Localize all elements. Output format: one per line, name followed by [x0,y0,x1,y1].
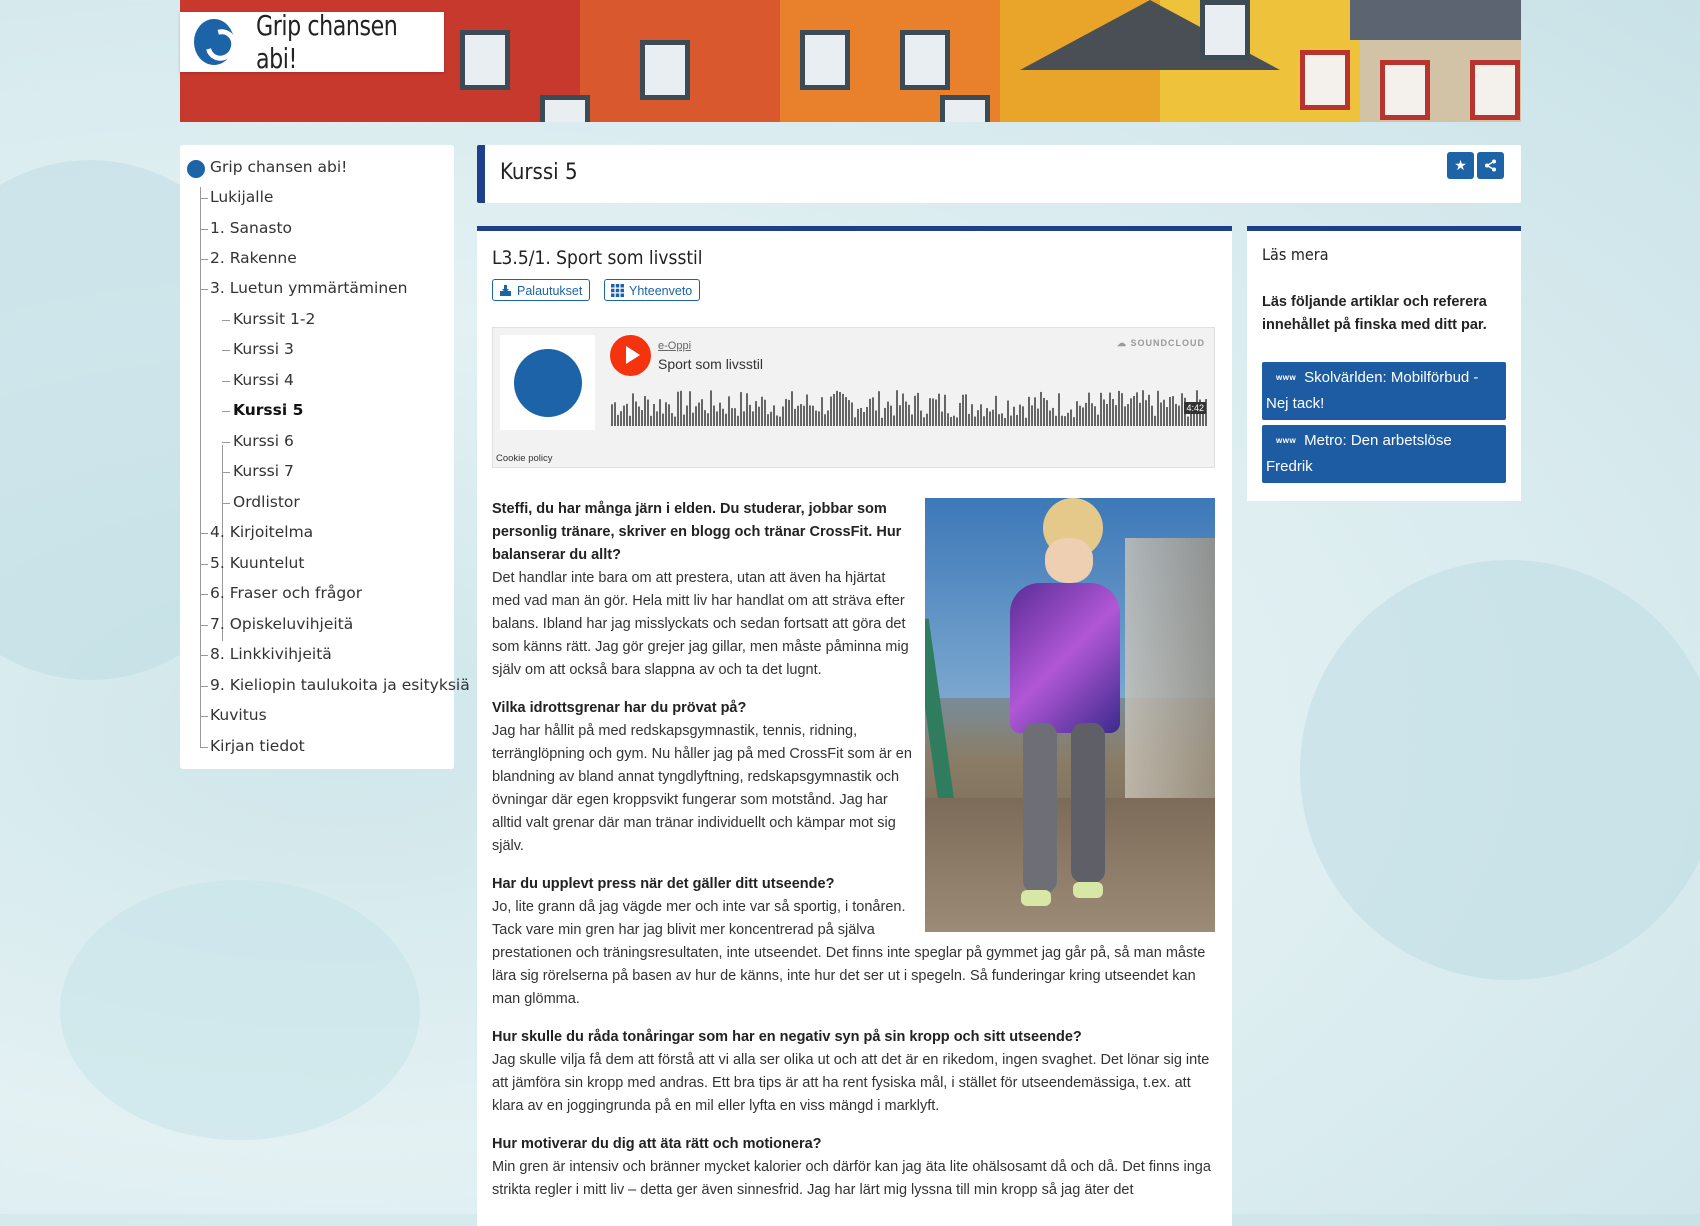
waveform-bar [884,408,886,426]
favorite-button[interactable] [1447,152,1474,179]
waveform-bar [629,416,631,426]
cloud-icon: ☁ [1116,338,1131,348]
waveform-bar [806,395,808,426]
waveform-bar [815,411,817,426]
link-metro[interactable] [1262,425,1506,483]
waveform-bar [632,393,634,426]
waveform-bar [1145,400,1147,426]
site-title: Grip chansen abi! [256,9,398,75]
waveform-bar [842,394,844,426]
waveform-bar [944,395,946,426]
waveform-bar [914,396,916,426]
waveform-bar [932,398,934,426]
waveform-bar [710,390,712,426]
waveform-bar [1031,405,1033,426]
article-paragraph [492,1026,1215,1118]
sidebar-item-ordlistor[interactable]: Ordlistor [233,493,300,511]
article-answer: Jo, lite grann då jag vägde mer och inte var så sportig, i tonåren. Tack vare min gren har jag blivit mer koncentrerad på själva prestationen och träningsresultaten, inte utseendet. Det finns inte speglar på gymmet jag går på, så man måste lära sig rörelserna på basen av hur de känns, inte hur det ser ut i spegeln. Så funderingar kring utseendet kan man glömma. [492,899,1206,1007]
waveform-bar [1202,414,1204,426]
sidebar-item-kirjoitelma[interactable]: 4. Kirjoitelma [210,523,314,541]
sidebar-item-rakenne[interactable]: 2. Rakenne [210,249,297,267]
sidebar-item-kurssi-6[interactable]: Kurssi 6 [233,432,294,450]
waveform-bar [662,414,664,426]
waveform-bar [992,410,994,426]
waveform-bar [1151,406,1153,426]
waveform-bar [1136,392,1138,426]
waveform-bar [656,411,658,426]
waveform-bar [848,400,850,426]
soundcloud-brand: SOUNDCLOUD [1130,338,1205,348]
background-shape [1300,560,1700,980]
waveform-bar [671,413,673,426]
sidebar-item-kirjan-tiedot[interactable]: Kirjan tiedot [210,737,305,755]
waveform-bar [776,415,778,426]
waveform-bar [1055,416,1057,426]
waveform-bar [947,413,949,426]
waveform-bar [890,406,892,426]
share-button[interactable] [1477,152,1504,179]
waveform-bar [611,404,613,426]
waveform-bar [638,406,640,426]
waveform-bar [1037,409,1039,426]
waveform-bar [722,409,724,426]
link-label: Metro: Den arbetslöse Fredrik [1266,432,1452,476]
waveform-bar [911,414,913,426]
waveform-bar [1010,416,1012,426]
waveform-bar [740,392,742,426]
logo-icon [194,19,234,65]
page-title: Kurssi 5 [500,160,578,185]
waveform-bar [1052,408,1054,426]
waveform-bar [683,415,685,426]
waveform-bar [956,417,958,426]
waveform-bar [767,414,769,426]
sidebar-item-lukijalle[interactable]: Lukijalle [210,188,274,206]
waveform-bar [1034,397,1036,426]
article-paragraph [492,1133,1215,1202]
waveform-bar [713,406,715,426]
sidebar-nav [180,145,470,769]
waveform-bar [869,399,871,426]
waveform-bar [851,402,853,426]
waveform-bar [866,407,868,426]
sidebar-item-kurssit-1-2[interactable]: Kurssit 1-2 [233,310,316,328]
waveform-bar [749,405,751,426]
waveform-bar [902,394,904,426]
article-question: Hur skulle du råda tonåringar som har en negativ syn på sin kropp och sitt utseende? [492,1029,1082,1045]
cookie-policy-link[interactable]: Cookie policy [496,453,553,464]
waveform-bar [1076,401,1078,426]
sidebar-item-kuuntelut[interactable]: 5. Kuuntelut [210,554,305,572]
waveform-bar [761,397,763,426]
feedback-button[interactable] [492,279,590,301]
waveform-bar [1154,416,1156,426]
waveform-bar [974,417,976,426]
waveform-bar [785,399,787,426]
waveform-bar [953,416,955,426]
waveform-bar [788,400,790,426]
waveform-bar [938,394,940,426]
sidebar-item-sanasto[interactable]: 1. Sanasto [210,219,293,237]
waveform-bar [971,404,973,426]
waveform-bar [617,415,619,426]
share-icon [1484,159,1497,172]
sidebar-item-kurssi-7[interactable]: Kurssi 7 [233,462,294,480]
track-title[interactable]: Sport som livsstil [658,356,764,372]
waveform-bar [977,410,979,426]
track-artwork [500,335,595,430]
waveform-bar [623,406,625,426]
sidebar-item-linkkivihjeita[interactable]: 8. Linkkivihjeitä [210,645,332,663]
waveform-bar [854,417,856,426]
waveform-bar [1022,406,1024,426]
waveform-bar [809,405,811,426]
waveform-bar [1043,398,1045,426]
site-logo[interactable] [180,9,444,75]
waveform-bar [734,408,736,426]
waveform-bar [668,404,670,426]
waveform-bar [1178,406,1180,426]
article-card [477,226,1232,1226]
waveform-bar [1139,403,1141,426]
article-question: Har du upplevt press när det gäller ditt utseende? [492,876,835,892]
article-answer: Jag skulle vilja få dem att förstå att vi alla ser olika ut och att det är en rikedom, ingen svaghet. Det lönar sig inte att jämföra sin kropp med andras. Ett bra tips är att ha rent fysiska mål, i stället för utseendemässiga, t.ex. att klara av en joggingrunda på en mil eller lyfta en viss mängd i marklyft. [492,1052,1210,1114]
waveform-bar [758,407,760,426]
read-more-title: Läs mera [1262,245,1329,264]
sidebar-item-luetun[interactable]: 3. Luetun ymmärtäminen [210,279,408,297]
waveform-bar [794,409,796,426]
waveform-bar [626,404,628,426]
waveform-bar [872,397,874,426]
waveform-bar [680,391,682,426]
feedback-label: Palautukset [517,284,583,298]
waveform-bar [1079,406,1081,426]
waveform-bar [698,403,700,426]
article-answer: Jag har hållit på med redskapsgymnastik, tennis, ridning, terränglöpning och gym. Nu håller jag på med CrossFit som är en blandning av bland annat tyngdlyftning, redskapsgymnastik och övningar där egen kroppsvikt fungerar som motstånd. Jag har alltid valt grenar där man tränar individuellt och kämpar mot sig själv. [492,723,912,854]
read-more-card [1247,226,1521,501]
waveform-bar [1097,415,1099,426]
waveform-bar [1049,410,1051,426]
waveform-bar [779,417,781,426]
waveform-bar [893,415,895,426]
waveform-bar [1166,407,1168,426]
waveform-bar [1001,413,1003,426]
article-answer: Min gren är intensiv och bränner mycket kalorier och därför kan jag äta lite ohälsosamt då och då. Det finns inga strikta regler i mitt liv – detta ger även sinnesfrid. Jag har lärt mig lyssna till min kropp så jag äter det [492,1159,1211,1198]
waveform-bar [614,402,616,426]
waveform-bar [1070,409,1072,426]
waveform-bar [1160,402,1162,426]
waveform-bar [836,391,838,426]
waveform-bar [695,406,697,426]
article-body [492,498,1215,1217]
sidebar-item-kurssi-4[interactable]: Kurssi 4 [233,371,294,389]
waveform-bar [1133,396,1135,426]
waveform-bar [731,408,733,426]
waveform-bar [1067,413,1069,426]
sidebar-item-kurssi-3[interactable]: Kurssi 3 [233,340,294,358]
waveform-bar [908,405,910,426]
waveform-bar [986,408,988,426]
waveform-bar [1121,393,1123,426]
waveform-bar [1085,403,1087,426]
sidebar-item-home[interactable]: Grip chansen abi! [210,158,348,176]
summary-label: Yhteenveto [629,284,693,298]
waveform-bar [923,417,925,426]
waveform-bar [1028,397,1030,426]
waveform-bar [1187,417,1189,426]
waveform-bar [983,416,985,426]
waveform-bar [887,402,889,426]
waveform-bar [1175,404,1177,426]
waveform-bar [980,404,982,426]
waveform-bar [1127,404,1129,426]
waveform-bar [950,417,952,426]
waveform-bar [716,411,718,426]
waveform-bar [797,406,799,426]
waveform-bar [875,411,877,426]
waveform-bar [686,406,688,426]
waveform-bar [1088,393,1090,426]
waveform-bar [719,403,721,426]
waveform-bar [905,402,907,426]
waveform-bar [935,400,937,426]
waveform-bar [920,411,922,426]
waveform-bar [1025,418,1027,426]
sidebar-item-fraser[interactable]: 6. Fraser och frågor [210,584,363,602]
waveform-bar [1106,404,1108,426]
waveform-bar [995,396,997,426]
logo-icon [187,160,205,178]
waveform-bar [1157,391,1159,426]
track-user-link[interactable]: e-Oppi [658,340,692,352]
waveform-bar [737,416,739,426]
waveform-bar [1046,400,1048,426]
article-question: Vilka idrottsgrenar har du prövat på? [492,700,747,716]
waveform-bar [1109,393,1111,426]
waveform-bar [1094,406,1096,426]
waveform-bar [821,397,823,426]
waveform-bar [803,406,805,426]
waveform-bar [650,416,652,426]
waveform-bar [635,401,637,426]
waveform-bar [1172,396,1174,426]
waveform-bar [818,411,820,426]
waveform-bar [962,395,964,426]
waveform-bar [800,404,802,426]
waveform-bar [755,401,757,426]
waveform-bar [1061,416,1063,426]
waveform-bar [1073,417,1075,426]
waveform-bar [989,412,991,426]
waveform-bar [1181,393,1183,426]
waveform-bar [620,411,622,426]
waveform-bar [959,403,961,426]
waveform-bar [998,414,1000,426]
waveform-bar [827,410,829,426]
waveform-bar [725,414,727,426]
sidebar-item-kuvitus[interactable]: Kuvitus [210,706,267,724]
article-title: L3.5/1. Sport som livsstil [492,247,703,269]
inbox-icon [499,284,512,297]
soundcloud-player [492,327,1215,468]
waveform-bar [1004,418,1006,426]
article-question: Steffi, du har många järn i elden. Du studerar, jobbar som personlig tränare, skriver en blogg och tränar CrossFit. Hur balanserar du allt? [492,501,902,563]
waveform-bar [1100,393,1102,426]
waveform-bar [917,393,919,426]
waveform-bar [746,393,748,426]
waveform-bar [1169,397,1171,426]
waveform-bar [641,410,643,426]
waveform-bar [764,400,766,426]
waveform-bar [659,399,661,426]
waveform-bar [1064,416,1066,426]
play-button[interactable] [610,335,651,376]
summary-button[interactable] [604,279,700,301]
waveform-bar [899,405,901,426]
waveform-bar [1115,405,1117,426]
article-answer: Det handlar inte bara om att prestera, utan att även ha hjärtat med vad man än gör. Hela mitt liv har handlat om att sträva efter balans. Ibland har jag misslyckats och sedan fortsatt att göra det som känns rätt. Jag gör grejer jag gillar, men måste påminna mig själv om att också bara slappna av och ta det lugnt. [492,570,909,678]
waveform-bar [1163,400,1165,426]
waveform-bar [857,409,859,426]
read-more-intro: Läs följande artiklar och referera innehållet på finska med ditt par. [1262,294,1487,333]
waveform-bar [674,417,676,426]
star-icon: ★ [1454,157,1467,173]
waveform-bar [833,394,835,426]
waveform-bar [965,394,967,426]
article-photo [925,498,1215,932]
waveform-bar [1118,391,1120,426]
waveform-bar [677,392,679,426]
waveform-bar [1091,403,1093,426]
waveform-bar [1058,393,1060,426]
sidebar-item-opiskeluvihjeita[interactable]: 7. Opiskeluvihjeitä [210,615,354,633]
waveform-bar [881,418,883,426]
waveform-bar [770,412,772,426]
waveform[interactable] [611,388,1207,426]
waveform-bar [941,412,943,426]
waveform-bar [839,392,841,426]
background-shape [60,880,420,1140]
waveform-bar [1019,405,1021,426]
sidebar-item-kielioppi[interactable]: 9. Kieliopin taulukoita ja esityksiä [210,676,470,694]
waveform-bar [968,414,970,426]
www-icon: www [1276,436,1297,446]
waveform-bar [845,397,847,426]
waveform-bar [743,411,745,426]
waveform-bar [926,414,928,426]
soundcloud-logo[interactable] [1117,338,1205,349]
waveform-bar [647,400,649,426]
waveform-bar [1040,392,1042,426]
grid-icon [611,284,624,297]
waveform-bar [812,406,814,426]
waveform-bar [878,391,880,426]
waveform-bar [863,412,865,426]
waveform-bar [896,390,898,426]
waveform-bar [860,408,862,426]
waveform-bar [1142,390,1144,426]
waveform-bar [728,396,730,426]
waveform-bar [704,410,706,426]
waveform-bar [653,404,655,426]
article-question: Hur motiverar du dig att äta rätt och motionera? [492,1136,822,1152]
waveform-bar [1082,407,1084,426]
waveform-bar [1013,407,1015,426]
waveform-bar [689,391,691,426]
waveform-bar [1103,399,1105,426]
link-label: Skolvärlden: Mobilförbud - Nej tack! [1266,369,1479,413]
page-header [477,145,1521,203]
waveform-bar [791,391,793,426]
waveform-bar [665,402,667,426]
waveform-bar [824,414,826,426]
track-duration: 4:42 [1186,403,1204,413]
waveform-bar [692,413,694,426]
waveform-bar [1124,406,1126,426]
waveform-bar [707,413,709,426]
www-icon: www [1276,373,1297,383]
waveform-bar [929,398,931,426]
waveform-bar [752,411,754,426]
waveform-bar [701,399,703,426]
waveform-bar [1130,398,1132,426]
waveform-bar [644,396,646,426]
link-skolvarlden[interactable] [1262,362,1506,420]
sidebar-item-kurssi-5[interactable]: Kurssi 5 [233,401,304,419]
waveform-bar [1148,395,1150,426]
waveform-bar [782,406,784,426]
waveform-bar [1112,399,1114,426]
waveform-bar [1007,401,1009,426]
waveform-bar [830,397,832,426]
waveform-bar [773,405,775,426]
waveform-bar [1016,415,1018,426]
